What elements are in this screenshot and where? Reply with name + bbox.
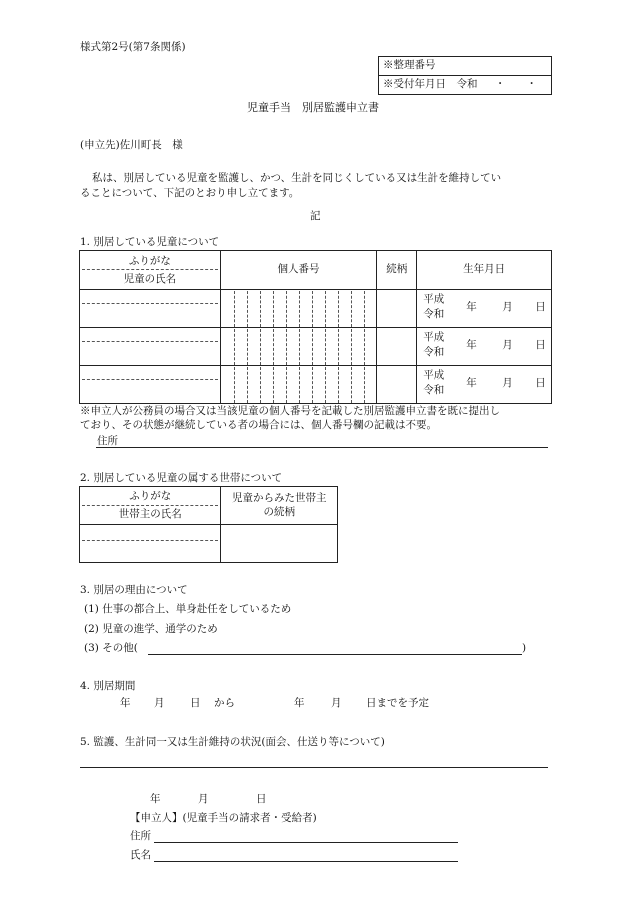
householder-furigana-header: ふりがな [129,490,172,502]
digit-divider [247,367,248,403]
from-year-label: 年 [120,697,131,709]
individual-number-field[interactable] [220,366,377,404]
individual-number-field[interactable] [220,328,377,366]
era-reiwa: 令和 [423,384,445,396]
individual-number-note-line-2: ており、その状態が継続している者の場合には、個人番号欄の記載は不要。 [80,419,437,431]
intro-line-1: 私は、別居している児童を監護し、かつ、生計を同じくしている又は生計を維持してい [92,172,502,184]
household-table [79,486,338,563]
section5-heading: 5. 監護、生計同一又は生計維持の状況(面会、仕送り等について) [80,736,385,748]
ki-heading: 記 [310,210,321,222]
child-name-field[interactable] [80,328,221,366]
digit-divider [312,329,313,365]
relation-header: 続柄 [377,251,417,290]
digit-divider [234,329,235,365]
status-field[interactable] [80,767,548,768]
digit-divider [234,291,235,327]
office-use-box [378,56,552,95]
other-reason-field[interactable] [148,654,522,655]
reception-date-dots: ・ ・ [494,78,537,91]
householder-relation-header [221,487,338,525]
section2-heading: 2. 別居している児童の属する世帯について [80,472,283,484]
individual-number-digits [221,367,377,403]
applicant-name-field[interactable] [154,861,458,862]
furigana-divider [82,540,218,541]
reason-option-1[interactable]: (1) 仕事の都合上、単身赴任をしているため [84,603,292,615]
furigana-divider [82,303,218,304]
section3-heading: 3. 別居の理由について [80,584,188,596]
householder-relation-header-line-2: の続柄 [263,505,295,518]
digit-divider [286,367,287,403]
applicant-address-label: 住所 [130,830,151,842]
to-month-label: 月 [331,697,342,709]
child-name-field[interactable] [80,366,221,404]
relation-field[interactable] [377,328,417,366]
digit-divider [234,367,235,403]
householder-relation-header-line-1: 児童からみた世帯主 [231,492,327,505]
children-table [79,250,552,404]
birthdate-field[interactable] [417,366,552,404]
individual-number-field[interactable] [220,290,377,328]
addressee: (申立先)佐川町長 様 [80,139,183,151]
individual-number-header: 個人番号 [220,251,377,290]
digit-divider [312,367,313,403]
management-number-label: ※整理番号 [383,59,436,72]
section1-heading: 1. 別居している児童について [80,236,220,248]
year-label: 年 [466,301,477,313]
digit-divider [299,367,300,403]
digit-divider [364,329,365,365]
reason-option-2[interactable]: (2) 児童の進学、通学のため [84,623,218,635]
applicant-label: 【申立人】(児童手当の請求者・受給者) [130,812,317,824]
digit-divider [247,291,248,327]
child-name-field[interactable] [80,290,221,328]
digit-divider [273,291,274,327]
section4-heading: 4. 別居期間 [80,680,136,692]
month-label: 月 [502,339,513,351]
digit-divider [273,367,274,403]
child-row [80,328,552,366]
other-reason-close-paren: ) [522,642,527,654]
digit-divider [364,291,365,327]
digit-divider [351,291,352,327]
day-label: 日 [535,377,546,389]
digit-divider [364,367,365,403]
reception-date-cell [379,76,552,95]
day-label: 日 [535,301,546,313]
day-label: 日 [535,339,546,351]
month-label: 月 [502,301,513,313]
children-table-header [80,251,552,290]
digit-divider [286,291,287,327]
furigana-divider [82,505,218,506]
to-year-label: 年 [294,697,305,709]
month-label: 月 [502,377,513,389]
digit-divider [247,329,248,365]
digit-divider [273,329,274,365]
digit-divider [260,329,261,365]
signature-day-label: 日 [256,793,267,805]
birthdate-header: 生年月日 [417,251,552,290]
to-day-label: 日までを予定 [366,697,429,709]
digit-divider [325,329,326,365]
digit-divider [325,291,326,327]
child-address-label: 住所 [97,435,118,447]
digit-divider [312,291,313,327]
householder-name-header-label: 世帯主の氏名 [118,508,182,520]
form-number: 様式第2号(第7条関係) [80,41,186,53]
era-heisei: 平成 [423,369,445,381]
child-address-field[interactable] [96,447,548,448]
digit-divider [338,291,339,327]
child-row [80,290,552,328]
era-heisei: 平成 [423,293,445,305]
digit-divider [351,367,352,403]
birthdate-field[interactable] [417,290,552,328]
individual-number-digits [221,329,377,365]
year-label: 年 [466,339,477,351]
reason-option-3[interactable]: (3) その他( [84,642,138,654]
child-name-header [80,251,221,290]
management-number-cell [379,57,552,76]
relation-field[interactable] [377,366,417,404]
individual-number-digits [221,291,377,327]
digit-divider [338,329,339,365]
from-label: から [214,697,235,709]
householder-name-header [80,487,221,525]
furigana-divider [82,269,218,270]
era-heisei: 平成 [423,331,445,343]
reception-date-label: ※受付年月日 令和 [383,78,478,91]
from-day-label: 日 [190,697,201,709]
householder-relation-field[interactable] [221,525,338,563]
individual-number-note-line-1: ※申立人が公務員の場合又は当該児童の個人番号を記載した別居監護申立書を既に提出し [80,405,500,417]
digit-divider [260,291,261,327]
birthdate-field[interactable] [417,328,552,366]
child-name-header-label: 児童の氏名 [123,272,177,285]
intro-line-2: ることについて、下記のとおり申し立てます。 [80,187,300,199]
document-title: 児童手当 別居監護申立書 [247,101,379,114]
digit-divider [338,367,339,403]
era-reiwa: 令和 [423,346,445,358]
relation-field[interactable] [377,290,417,328]
furigana-divider [82,379,218,380]
child-row [80,366,552,404]
signature-year-label: 年 [150,793,161,805]
child-furigana-header: ふりがな [128,254,171,267]
digit-divider [325,367,326,403]
era-reiwa: 令和 [423,308,445,320]
signature-month-label: 月 [198,793,209,805]
digit-divider [299,291,300,327]
digit-divider [286,329,287,365]
from-month-label: 月 [154,697,165,709]
applicant-address-field[interactable] [154,842,458,843]
digit-divider [260,367,261,403]
householder-name-field[interactable] [80,525,221,563]
applicant-name-label: 氏名 [130,849,151,861]
digit-divider [299,329,300,365]
digit-divider [351,329,352,365]
furigana-divider [82,341,218,342]
year-label: 年 [466,377,477,389]
